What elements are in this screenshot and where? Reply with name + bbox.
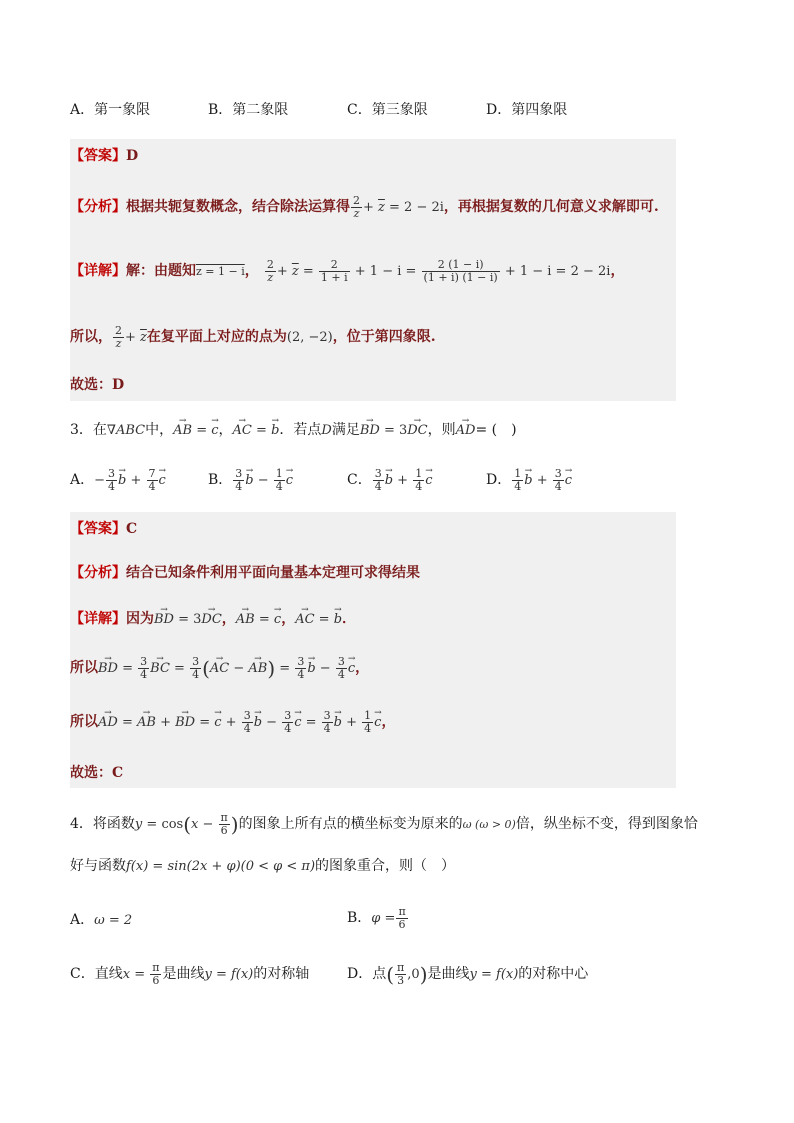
q3-answer-line: 【答案】C [70, 521, 138, 537]
answer-tag: 【答案】 [70, 148, 126, 164]
analysis-tag: 【分析】 [70, 199, 126, 215]
q3-option-a: A．− $\frac{3}{4}$ → b + $\frac{7}{4}$ → c [70, 468, 166, 493]
q2-conclusion-line: 所以， $\frac{2}{z}$ + $\overline{z}$在复平面上对应的点为(2, −2)，位于第四象限. [70, 324, 436, 350]
conjugate-z: z = 1 − i [196, 265, 245, 278]
q2-option-d: D．第四象限 [486, 102, 568, 118]
q3-detail-line: 【详解】因为→ BD = 3→ DC，→ AB = → c，→ AC = → b． [70, 608, 356, 630]
q4-stem-line1: 4．将函数y = cos(x − $\frac{\pi}{6}$ )的图象上所有点的横坐标变为原来的ω (ω > 0)倍，纵坐标不变，得到图象恰 [70, 811, 698, 837]
point-coord: (2, −2) [286, 330, 333, 345]
q2-detail-line: 【详解】解：由题知z = 1 − i， $\frac{2}{z}$ + $\overline{z}$ = $\frac{2}{1 + i}$ + 1 − i = $\frac{2 (1 - i)}{(1 + i) (1 - i)}$ + 1 − i = 2 − 2i， [70, 258, 625, 284]
q3-analysis-line: 【分析】结合已知条件利用平面向量基本定理可求得结果 [70, 565, 420, 581]
detail-formula: $\frac{2}{z}$ + $\overline{z}$ = $\frac{2}{1 + i}$ + 1 − i = $\frac{2 (1 - i)}{(1 + i) (1 - i)}$ + 1 − i = 2 − 2i [266, 258, 611, 284]
analysis-text-end: ，再根据复数的几何意义求解即可. [443, 199, 659, 215]
detail-tag: 【详解】 [70, 263, 126, 279]
analysis-text: 根据共轭复数概念，结合除法运算得 [126, 199, 350, 215]
q4-option-b: B．φ = $\frac{\pi}{6}$ [347, 905, 406, 931]
q4-option-a: A．ω = 2 [70, 912, 133, 928]
q3-option-d: D． $\frac{1}{4}$ → b + $\frac{3}{4}$ → c [486, 468, 572, 493]
q3-solution-block [70, 512, 676, 788]
answer-value: D [126, 148, 139, 164]
detail-text: 解：由题知 [126, 263, 196, 279]
q2-option-c: C．第三象限 [347, 102, 428, 118]
q2-analysis-line [70, 195, 659, 220]
q4-stem-line2: 好与函数f(x) = sin(2x + φ)(0 < φ < π)的图象重合，则（ ） [70, 858, 456, 874]
q3-step1-line: 所以→ BD = $\frac{3}{4}$ → BC = $\frac{3}{4}$ (→ AC − → AB) = $\frac{3}{4}$ → b − $\frac{3}{4}$ → c， [70, 656, 369, 681]
q2-option-a: A．第一象限 [70, 102, 151, 118]
q2-solution-block [70, 139, 676, 401]
conclusion-text: 所以， [70, 329, 112, 345]
q3-choice-line: 故选：C [70, 765, 124, 781]
analysis-formula: $\frac{2}{z}$ + $\overline{z} = 2 - 2i$ [353, 194, 444, 220]
q3-stem: 3．在∇ABC中，→ AB = → c，→ AC = → b．若点D满足→ BD = 3→ DC，则→ AD= ( ) [70, 420, 517, 441]
q4-option-c: C．直线x = $\frac{\pi}{6}$ 是曲线y = f(x)的对称轴 [70, 961, 310, 987]
q3-option-c: C． $\frac{3}{4}$ → b + $\frac{1}{4}$ → c [347, 468, 433, 493]
q2-choice-line: 故选：D [70, 377, 125, 393]
q2-answer-line [70, 145, 138, 166]
q4-option-d: D．点( $\frac{\pi}{3}$ ,0)是曲线y = f(x)的对称中心 [347, 961, 589, 987]
q3-step2-line: 所以→ AD = → AB + → BD = → c + $\frac{3}{4}$ → b − $\frac{3}{4}$ → c = $\frac{3}{4}$ → b + $\frac{1}{4}$ → c， [70, 710, 395, 735]
q2-option-b: B．第二象限 [208, 102, 289, 118]
q3-option-b: B． $\frac{3}{4}$ → b − $\frac{1}{4}$ → c [208, 468, 293, 493]
